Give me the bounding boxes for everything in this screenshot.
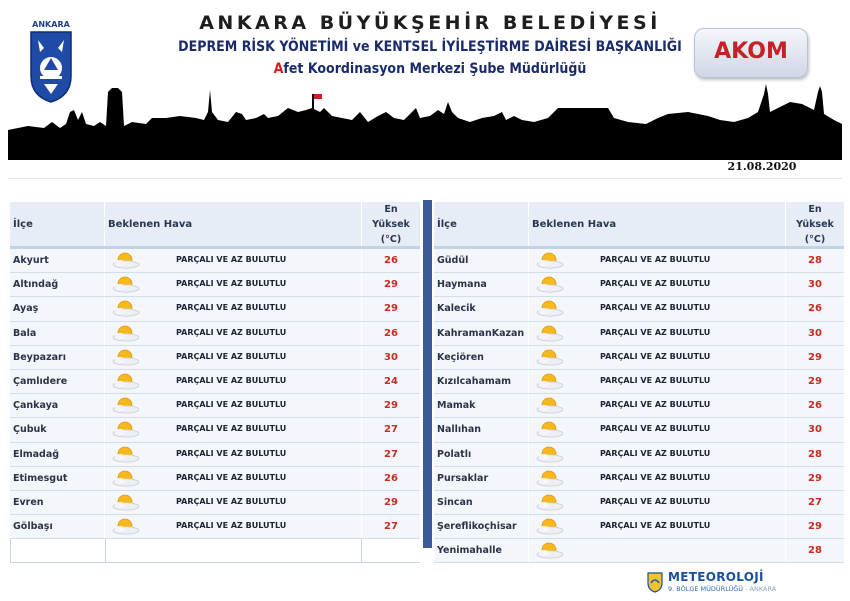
- max-temperature: 30: [808, 424, 822, 436]
- weather-description: PARÇALI VE AZ BULUTLU: [600, 303, 711, 313]
- weather-description: PARÇALI VE AZ BULUTLU: [176, 255, 287, 264]
- partly-cloudy-icon: [534, 445, 566, 463]
- weather-description: PARÇALI VE AZ BULUTLU: [176, 375, 287, 385]
- partly-cloudy-icon: [110, 299, 142, 317]
- partly-cloudy-icon: [110, 445, 142, 463]
- max-temp-header-line2: Yüksek: [372, 219, 410, 230]
- table-row: [434, 539, 844, 563]
- table-row: [434, 467, 844, 491]
- weather-description: PARÇALI VE AZ BULUTLU: [600, 255, 711, 264]
- weather-description: PARÇALI VE AZ BULUTLU: [176, 424, 287, 434]
- weather-description: PARÇALI VE AZ BULUTLU: [176, 279, 287, 289]
- akom-logo: AKOM: [694, 28, 808, 78]
- column-divider: [104, 418, 105, 441]
- max-temperature: 26: [384, 255, 398, 266]
- column-divider: [104, 394, 105, 417]
- partly-cloudy-icon: [110, 493, 142, 511]
- partly-cloudy-icon: [534, 324, 566, 342]
- district-name: Çamlıdere: [13, 375, 68, 387]
- district-name: Haymana: [437, 279, 487, 291]
- table-row: [10, 249, 420, 273]
- district-name: Polatlı: [437, 448, 472, 460]
- column-divider: [104, 370, 105, 393]
- column-divider: [528, 539, 529, 562]
- column-divider: [528, 370, 529, 393]
- district-name: Ayaş: [13, 303, 39, 315]
- max-temp-header-line3: (°C): [804, 234, 826, 245]
- partly-cloudy-icon: [534, 517, 566, 535]
- column-divider: [528, 515, 529, 538]
- weather-description: PARÇALI VE AZ BULUTLU: [600, 472, 711, 482]
- table-row: [434, 249, 844, 273]
- max-temperature: 29: [808, 521, 822, 533]
- meteoroloji-title: METEOROLOJİ: [668, 570, 764, 584]
- department-title: DEPREM RİSK YÖNETİMİ ve KENTSEL İYİLEŞTİRME DAİRESİ BAŞKANLIĞI: [178, 39, 682, 55]
- table-row: [10, 273, 420, 297]
- table-row: [10, 394, 420, 418]
- column-divider: [528, 202, 529, 246]
- partly-cloudy-icon: [534, 541, 566, 559]
- table-row: [10, 491, 420, 515]
- column-divider: [104, 346, 105, 369]
- weather-description: PARÇALI VE AZ BULUTLU: [600, 351, 711, 361]
- ankara-skyline-image: [8, 82, 842, 160]
- table-row: [434, 297, 844, 321]
- district-name: Etimesgut: [13, 472, 68, 484]
- table-row: [10, 346, 420, 370]
- weather-description: PARÇALI VE AZ BULUTLU: [600, 327, 711, 337]
- table-header: [434, 202, 844, 249]
- right-forecast-table: [434, 202, 844, 563]
- table-row: [434, 418, 844, 442]
- column-divider: [104, 322, 105, 345]
- weather-description: PARÇALI VE AZ BULUTLU: [600, 279, 711, 289]
- max-temperature: 29: [384, 279, 398, 291]
- meteoroloji-emblem-icon: [646, 571, 664, 593]
- partly-cloudy-icon: [534, 348, 566, 366]
- partly-cloudy-icon: [110, 372, 142, 390]
- column-divider: [104, 297, 105, 320]
- partly-cloudy-icon: [110, 251, 142, 269]
- district-name: Gölbaşı: [13, 521, 53, 533]
- max-temp-column-header: [362, 202, 420, 246]
- weather-description: PARÇALI VE AZ BULUTLU: [600, 400, 711, 410]
- meteoroloji-logo: [646, 568, 796, 598]
- partly-cloudy-icon: [110, 420, 142, 438]
- max-temp-column-header: [786, 202, 844, 246]
- max-temperature: 30: [384, 351, 398, 363]
- max-temperature: 26: [384, 472, 398, 484]
- district-column-header: İlçe: [437, 219, 457, 230]
- table-center-divider: [423, 200, 432, 548]
- branch-title-initial: A: [273, 61, 284, 77]
- municipality-title: ANKARA BÜYÜKŞEHİR BELEDİYESİ: [199, 12, 661, 34]
- column-divider: [361, 539, 362, 562]
- district-name: Keçiören: [437, 351, 484, 363]
- weather-column-header: Beklenen Hava: [532, 219, 617, 230]
- column-divider: [104, 491, 105, 514]
- table-row: [434, 491, 844, 515]
- table-row: [10, 443, 420, 467]
- column-divider: [104, 202, 105, 246]
- max-temperature: 27: [384, 521, 398, 533]
- partly-cloudy-icon: [110, 517, 142, 535]
- header-separator: [8, 178, 842, 179]
- table-row: [10, 297, 420, 321]
- partly-cloudy-icon: [534, 420, 566, 438]
- max-temperature: 29: [384, 303, 398, 315]
- partly-cloudy-icon: [534, 299, 566, 317]
- max-temp-header-line2: Yüksek: [796, 219, 834, 230]
- weather-description: PARÇALI VE AZ BULUTLU: [176, 400, 287, 410]
- district-name: Çankaya: [13, 400, 59, 412]
- max-temp-header-line1: En: [808, 204, 822, 215]
- district-column-header: İlçe: [13, 219, 33, 230]
- weather-description: PARÇALI VE AZ BULUTLU: [176, 327, 287, 337]
- column-divider: [528, 273, 529, 296]
- column-divider: [104, 443, 105, 466]
- partly-cloudy-icon: [110, 324, 142, 342]
- weather-description: PARÇALI VE AZ BULUTLU: [176, 521, 287, 531]
- max-temperature: 30: [808, 279, 822, 291]
- column-divider: [528, 346, 529, 369]
- column-divider: [104, 273, 105, 296]
- max-temperature: 28: [808, 545, 822, 557]
- column-divider: [528, 443, 529, 466]
- weather-description: PARÇALI VE AZ BULUTLU: [176, 351, 287, 361]
- district-name: Kalecik: [437, 303, 476, 315]
- meteoroloji-region: 9. BÖLGE MÜDÜRLÜĞÜ: [668, 585, 744, 593]
- partly-cloudy-icon: [110, 469, 142, 487]
- max-temperature: 24: [384, 375, 398, 387]
- branch-title: [178, 58, 682, 80]
- partly-cloudy-icon: [534, 469, 566, 487]
- district-name: Akyurt: [13, 255, 49, 266]
- weather-description: PARÇALI VE AZ BULUTLU: [600, 375, 711, 385]
- weather-description: PARÇALI VE AZ BULUTLU: [176, 496, 287, 506]
- partly-cloudy-icon: [534, 493, 566, 511]
- max-temperature: 30: [808, 327, 822, 339]
- partly-cloudy-icon: [534, 396, 566, 414]
- weather-description: PARÇALI VE AZ BULUTLU: [176, 448, 287, 458]
- table-row: [10, 467, 420, 491]
- max-temperature: 26: [384, 327, 398, 339]
- weather-description: PARÇALI VE AZ BULUTLU: [600, 424, 711, 434]
- column-divider: [528, 249, 529, 272]
- table-row: [10, 322, 420, 346]
- table-row: [434, 346, 844, 370]
- table-row: [434, 515, 844, 539]
- logo-text: ANKARA: [32, 20, 70, 29]
- weather-description: PARÇALI VE AZ BULUTLU: [176, 303, 287, 313]
- max-temperature: 26: [808, 303, 822, 315]
- partly-cloudy-icon: [110, 275, 142, 293]
- district-name: Evren: [13, 496, 44, 508]
- column-divider: [528, 297, 529, 320]
- district-name: Yenimahalle: [437, 545, 502, 557]
- table-row: [10, 370, 420, 394]
- column-divider: [528, 467, 529, 490]
- max-temperature: 27: [384, 448, 398, 460]
- table-header: [10, 202, 420, 249]
- partly-cloudy-icon: [534, 275, 566, 293]
- table-row: [434, 443, 844, 467]
- max-temperature: 27: [384, 424, 398, 436]
- max-temperature: 28: [808, 448, 822, 460]
- left-table-body: [10, 249, 420, 539]
- header-titles: [150, 10, 710, 80]
- weather-column-header: Beklenen Hava: [108, 219, 193, 230]
- max-temperature: 27: [808, 496, 822, 508]
- max-temp-header-line1: En: [384, 204, 398, 215]
- district-name: Altındağ: [13, 279, 59, 291]
- district-name: Şereflikoçhisar: [437, 521, 517, 533]
- meteoroloji-subtitle: [668, 585, 776, 593]
- table-row: [10, 515, 420, 539]
- branch-title-rest: fet Koordinasyon Merkezi Şube Müdürlüğü: [283, 61, 587, 77]
- max-temperature: 28: [808, 255, 822, 266]
- district-name: KahramanKazan: [437, 327, 525, 339]
- max-temperature: 29: [808, 472, 822, 484]
- column-divider: [528, 394, 529, 417]
- max-temp-header-line3: (°C): [380, 234, 402, 245]
- weather-description: PARÇALI VE AZ BULUTLU: [600, 448, 711, 458]
- partly-cloudy-icon: [534, 372, 566, 390]
- max-temperature: 29: [808, 375, 822, 387]
- district-name: Nallıhan: [437, 424, 482, 436]
- partly-cloudy-icon: [110, 348, 142, 366]
- district-name: Beypazarı: [13, 351, 66, 363]
- partly-cloudy-icon: [110, 396, 142, 414]
- weather-description: PARÇALI VE AZ BULUTLU: [176, 472, 287, 482]
- right-table-body: [434, 249, 844, 563]
- district-name: Sincan: [437, 496, 473, 508]
- column-divider: [104, 515, 105, 538]
- district-name: Mamak: [437, 400, 476, 412]
- column-divider: [528, 322, 529, 345]
- district-name: Çubuk: [13, 424, 47, 436]
- max-temperature: 29: [808, 351, 822, 363]
- column-divider: [105, 539, 106, 562]
- table-row: [434, 322, 844, 346]
- table-row: [434, 394, 844, 418]
- column-divider: [528, 418, 529, 441]
- table-row: [434, 370, 844, 394]
- column-divider: [104, 249, 105, 272]
- report-date: 21.08.2020: [727, 160, 797, 173]
- district-name: Elmadağ: [13, 448, 60, 460]
- max-temperature: 29: [384, 400, 398, 412]
- district-name: Güdül: [437, 255, 469, 266]
- table-row-empty: [10, 539, 420, 563]
- district-name: Pursaklar: [437, 472, 489, 484]
- max-temperature: 29: [384, 496, 398, 508]
- column-divider: [528, 491, 529, 514]
- partly-cloudy-icon: [534, 251, 566, 269]
- left-forecast-table: [10, 202, 420, 563]
- weather-description: PARÇALI VE AZ BULUTLU: [600, 496, 711, 506]
- table-row: [434, 273, 844, 297]
- table-row: [10, 418, 420, 442]
- district-name: Bala: [13, 327, 37, 339]
- column-divider: [104, 467, 105, 490]
- weather-description: PARÇALI VE AZ BULUTLU: [600, 521, 711, 531]
- meteoroloji-city: - ANKARA: [743, 585, 777, 593]
- max-temperature: 26: [808, 400, 822, 412]
- district-name: Kızılcahamam: [437, 375, 512, 387]
